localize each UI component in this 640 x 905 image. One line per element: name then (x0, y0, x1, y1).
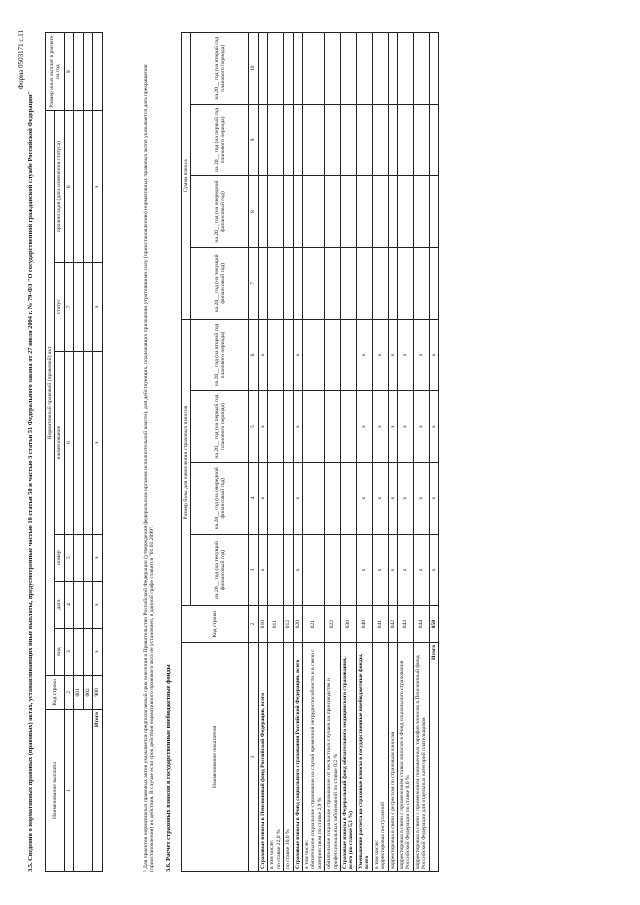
ins-row-name: корректировка в связи с применением пониженных тарифов взносов в Пенсионный фонд Российской Федерации для отдельных категорий плательщиков (413, 642, 429, 871)
ins-colnum: 8 (249, 176, 258, 248)
ins-cell (341, 176, 357, 248)
ins-cell: x (398, 462, 414, 534)
acts-cell (74, 534, 83, 581)
ins-row-name: в том числе: по ставке 22,0 % (268, 642, 284, 871)
ins-cell (268, 534, 284, 606)
ins-cell (268, 247, 284, 319)
acts-h-date: дата (55, 581, 64, 628)
ins-cell (398, 104, 414, 176)
ins-cell (388, 104, 397, 176)
ins-cell (293, 247, 302, 319)
ins-cell: x (388, 319, 397, 391)
acts-colnum: 8 (64, 111, 73, 263)
ins-cell: x (293, 462, 302, 534)
table-row-total (93, 33, 102, 872)
ins-cell (341, 462, 357, 534)
ins-cell (413, 104, 429, 176)
ins-cell: x (429, 391, 438, 463)
acts-h-name: Наименование выплаты (46, 710, 65, 872)
acts-h-status: статус (55, 262, 64, 351)
ins-cell: x (258, 319, 267, 391)
ins-itogo-code: 050 (429, 606, 438, 642)
ins-cell (325, 462, 341, 534)
ins-cell (284, 391, 293, 463)
acts-cell (83, 111, 92, 263)
acts-cell (93, 33, 102, 111)
ins-period-header: на 20__ год (на очередной финансовый год) (191, 462, 249, 534)
ins-row-name: Страховые взносы в Федеральный фонд обязательного медицинского страхования, всего (по ставке 5,1 %) (341, 642, 357, 871)
acts-colnum: 5 (64, 534, 73, 581)
ins-cell (429, 176, 438, 248)
table-row (293, 33, 302, 872)
ins-row-code: 022 (325, 606, 341, 642)
ins-cell (388, 33, 397, 105)
acts-h-num: номер (55, 534, 64, 581)
insurance-table (181, 32, 439, 872)
ins-period-header: на 20__ год (на текущий финансовый год) (191, 247, 249, 319)
ins-cell (341, 319, 357, 391)
ins-cell (302, 391, 324, 463)
ins-colnum: 9 (249, 104, 258, 176)
x-mark: x (93, 534, 102, 581)
ins-row-code: 020 (293, 606, 302, 642)
ins-cell (413, 176, 429, 248)
ins-cell (325, 534, 341, 606)
ins-colnum: 7 (249, 247, 258, 319)
acts-h-naim: наименование (55, 351, 64, 534)
table-row (398, 33, 414, 872)
table-row (74, 33, 83, 872)
ins-cell: x (258, 534, 267, 606)
acts-h-act: Нормативный правовой (правовой) акт (46, 111, 55, 675)
ins-cell (284, 462, 293, 534)
ins-colnum: 5 (249, 391, 258, 463)
ins-cell (268, 462, 284, 534)
ins-cell: x (372, 391, 388, 463)
ins-cell (268, 33, 284, 105)
ins-colnum: 10 (249, 33, 258, 105)
ins-period-header: на 20__ год (на текущий финансовый год) (191, 534, 249, 606)
ins-cell (398, 247, 414, 319)
ins-cell (429, 33, 438, 105)
acts-h-prolong: пролонгация (дата изменения статуса) (55, 111, 64, 263)
acts-cell (74, 111, 83, 263)
ins-row-name: корректировка в связи с регрессом по страховым взносам (388, 642, 397, 871)
acts-cell (74, 581, 83, 628)
ins-cell (302, 176, 324, 248)
ins-cell: x (372, 534, 388, 606)
acts-colnum: 7 (64, 262, 73, 351)
ins-cell: x (293, 534, 302, 606)
ins-period-header: на 20__ год (на второй год планового периода) (191, 319, 249, 391)
table-row (341, 33, 357, 872)
ins-cell: x (293, 391, 302, 463)
x-mark: x (93, 262, 102, 351)
ins-cell (258, 104, 267, 176)
ins-cell (302, 319, 324, 391)
ins-cell (372, 176, 388, 248)
table-row (284, 33, 293, 872)
table-row (356, 33, 372, 872)
table-row (258, 33, 267, 872)
ins-cell (372, 33, 388, 105)
ins-cell (268, 176, 284, 248)
ins-cell: x (413, 534, 429, 606)
ins-cell (372, 247, 388, 319)
ins-row-name: Страховые взносы в Фонд социального страхования Российской Федерации, всего (293, 642, 302, 871)
ins-cell (388, 247, 397, 319)
ins-cell: x (388, 391, 397, 463)
ins-cell (356, 104, 372, 176)
ins-cell (268, 319, 284, 391)
ins-cell (356, 176, 372, 248)
acts-cell (83, 262, 92, 351)
ins-cell (268, 391, 284, 463)
ins-cell (268, 104, 284, 176)
ins-cell (398, 33, 414, 105)
acts-cell (74, 628, 83, 675)
acts-code: 001 (74, 675, 83, 709)
ins-cell (293, 104, 302, 176)
acts-colnum: 6 (64, 351, 73, 534)
table-row (413, 33, 429, 872)
acts-cell (74, 351, 83, 534)
ins-cell: x (398, 319, 414, 391)
ins-cell (302, 104, 324, 176)
acts-h-razmer: Размер иных выплат в расчете на год (46, 33, 65, 111)
ins-cell: x (356, 319, 372, 391)
acts-code: 002 (83, 675, 92, 709)
ins-period-header: на 20__ год (на первый год планового периода) (191, 104, 249, 176)
acts-colnum: 9 (64, 33, 73, 111)
ins-cell (284, 33, 293, 105)
x-mark: x (93, 111, 102, 263)
acts-table (45, 32, 103, 872)
ins-cell: x (372, 319, 388, 391)
ins-cell (258, 247, 267, 319)
ins-cell (341, 534, 357, 606)
section-3-6-title: 3.6. Расчет страховых взносов в государственные внебюджетные фонды (165, 664, 172, 872)
ins-cell (284, 319, 293, 391)
ins-cell (398, 176, 414, 248)
rotated-form-page (15, 22, 625, 882)
ins-cell (302, 33, 324, 105)
acts-colnum: 4 (64, 581, 73, 628)
ins-cell: x (258, 391, 267, 463)
form-code: Форма 0503171 с.11 (17, 30, 25, 90)
ins-itogo-label: Итого (429, 642, 438, 871)
ins-cell: x (372, 462, 388, 534)
ins-row-code: 021 (302, 606, 324, 642)
ins-cell (356, 247, 372, 319)
x-mark: x (93, 628, 102, 675)
ins-row-name: по ставке 10,0 % (284, 642, 293, 871)
ins-cell: x (413, 319, 429, 391)
ins-h-code: Код строки (182, 606, 249, 642)
ins-h-base: Размер базы для начисления страховых взносов (182, 319, 191, 606)
ins-cell: x (429, 462, 438, 534)
ins-cell (325, 247, 341, 319)
ins-cell (284, 104, 293, 176)
ins-cell (429, 104, 438, 176)
table-row (325, 33, 341, 872)
ins-cell: x (356, 534, 372, 606)
ins-cell (325, 176, 341, 248)
ins-cell (341, 104, 357, 176)
acts-cell (83, 351, 92, 534)
ins-cell (284, 176, 293, 248)
ins-row-code: 011 (268, 606, 284, 642)
ins-cell (293, 176, 302, 248)
ins-h-name: Наименование показателя (182, 642, 249, 871)
ins-cell (284, 247, 293, 319)
ins-cell (302, 462, 324, 534)
acts-cell (74, 710, 93, 872)
section-3-5-title: 3.5. Сведения о нормативных правовых (правовых) актах, устанавливающих иные выплаты, предусмотренные частью 10 статьи 50 и частью 3 статьи 51 Федерального закона от 27 июля 2004 г. № 79-ФЗ "О государственной гражданской службе Российской Федерации" (27, 90, 34, 872)
acts-itogo-label: Итого (93, 710, 102, 872)
ins-cell: x (356, 462, 372, 534)
ins-cell (429, 247, 438, 319)
ins-cell (356, 33, 372, 105)
ins-cell (258, 176, 267, 248)
table-row-total (429, 33, 438, 872)
ins-cell: x (429, 534, 438, 606)
ins-cell: x (388, 462, 397, 534)
table-row (372, 33, 388, 872)
ins-colnum: 2 (249, 606, 258, 642)
ins-cell (413, 33, 429, 105)
ins-cell: x (398, 391, 414, 463)
table-row (268, 33, 284, 872)
ins-cell: x (293, 319, 302, 391)
ins-cell (284, 534, 293, 606)
ins-cell (302, 247, 324, 319)
acts-cell (74, 262, 83, 351)
ins-cell: x (413, 462, 429, 534)
ins-cell: x (388, 534, 397, 606)
x-mark: x (93, 581, 102, 628)
ins-cell: x (429, 319, 438, 391)
ins-colnum: 3 (249, 534, 258, 606)
ins-period-header: на 20__ год (на второй год планового периода) (191, 33, 249, 105)
table-row (388, 33, 397, 872)
ins-cell: x (356, 391, 372, 463)
ins-row-name: в том числе: корректировка поступлений (372, 642, 388, 871)
acts-colnum: 2 (64, 675, 73, 709)
ins-cell (325, 104, 341, 176)
acts-itogo-code: 900 (93, 675, 102, 709)
ins-row-name: Страховые взносы в Пенсионный фонд Российской Федерации, всего (258, 642, 267, 871)
ins-cell: x (398, 534, 414, 606)
ins-row-name: Уменьшение расчета на страховые взносы в государственные внебюджетные фонды, всего (356, 642, 372, 871)
table-row (302, 33, 324, 872)
ins-row-code: 041 (372, 606, 388, 642)
ins-colnum: 6 (249, 319, 258, 391)
ins-cell (341, 33, 357, 105)
acts-h-vid: вид (55, 628, 64, 675)
acts-cell (83, 534, 92, 581)
ins-cell: x (413, 391, 429, 463)
ins-row-code: 010 (258, 606, 267, 642)
ins-row-code: 042 (388, 606, 397, 642)
acts-cell (74, 33, 83, 111)
ins-cell (325, 319, 341, 391)
ins-cell (293, 33, 302, 105)
ins-cell (325, 391, 341, 463)
ins-row-name: обязательное социальное страхование от несчастных случаев на производстве и профессиональных заболеваний по ставке 0,2 % (325, 642, 341, 871)
acts-cell (83, 581, 92, 628)
ins-row-code: 043 (398, 606, 414, 642)
ins-period-header: на 20__ год (на очередной финансовый год) (191, 176, 249, 248)
footnote: ² Для проектов нормативных правовых актов указывается предполагаемый срок внесения в Правительство Российской Федерации (утверждения федеральным органом исполнительной власти), для действующих, подлежащих признанию утратившими силу (приостановлению) нормативных правовых актов указывается дата прекращения (приостановления) их действия. В случае если срок действия нормативного правового акта не установлен, в данной графе ставится "01.01.2099". (143, 64, 156, 872)
ins-period-header: на 20__ год (на первый год планового периода) (191, 391, 249, 463)
ins-row-code: 030 (341, 606, 357, 642)
ins-cell (372, 104, 388, 176)
ins-cell (325, 33, 341, 105)
acts-cell (83, 33, 92, 111)
ins-h-sum: Сумма взноса (182, 33, 191, 320)
ins-row-name: в том числе: обязательное социальное страхование на случай временной нетрудоспособности и в связи с материнством по ставке 2,9 % (302, 642, 324, 871)
acts-cell (83, 628, 92, 675)
ins-row-name: корректировка в связи с применением ставки взносов в Фонд социального страхования Российской Федерации по ставке 0,0 % (398, 642, 414, 871)
ins-row-code: 044 (413, 606, 429, 642)
ins-cell: x (258, 462, 267, 534)
ins-cell (341, 247, 357, 319)
ins-cell (258, 33, 267, 105)
acts-h-code: Код строки (46, 675, 65, 709)
ins-row-code: 040 (356, 606, 372, 642)
ins-cell (413, 247, 429, 319)
acts-colnum: 3 (64, 628, 73, 675)
ins-colnum: 4 (249, 462, 258, 534)
ins-colnum: 1 (249, 642, 258, 871)
ins-row-code: 012 (284, 606, 293, 642)
ins-cell (302, 534, 324, 606)
ins-cell (341, 391, 357, 463)
ins-cell (388, 176, 397, 248)
acts-colnum: 1 (64, 710, 73, 872)
x-mark: x (93, 351, 102, 534)
